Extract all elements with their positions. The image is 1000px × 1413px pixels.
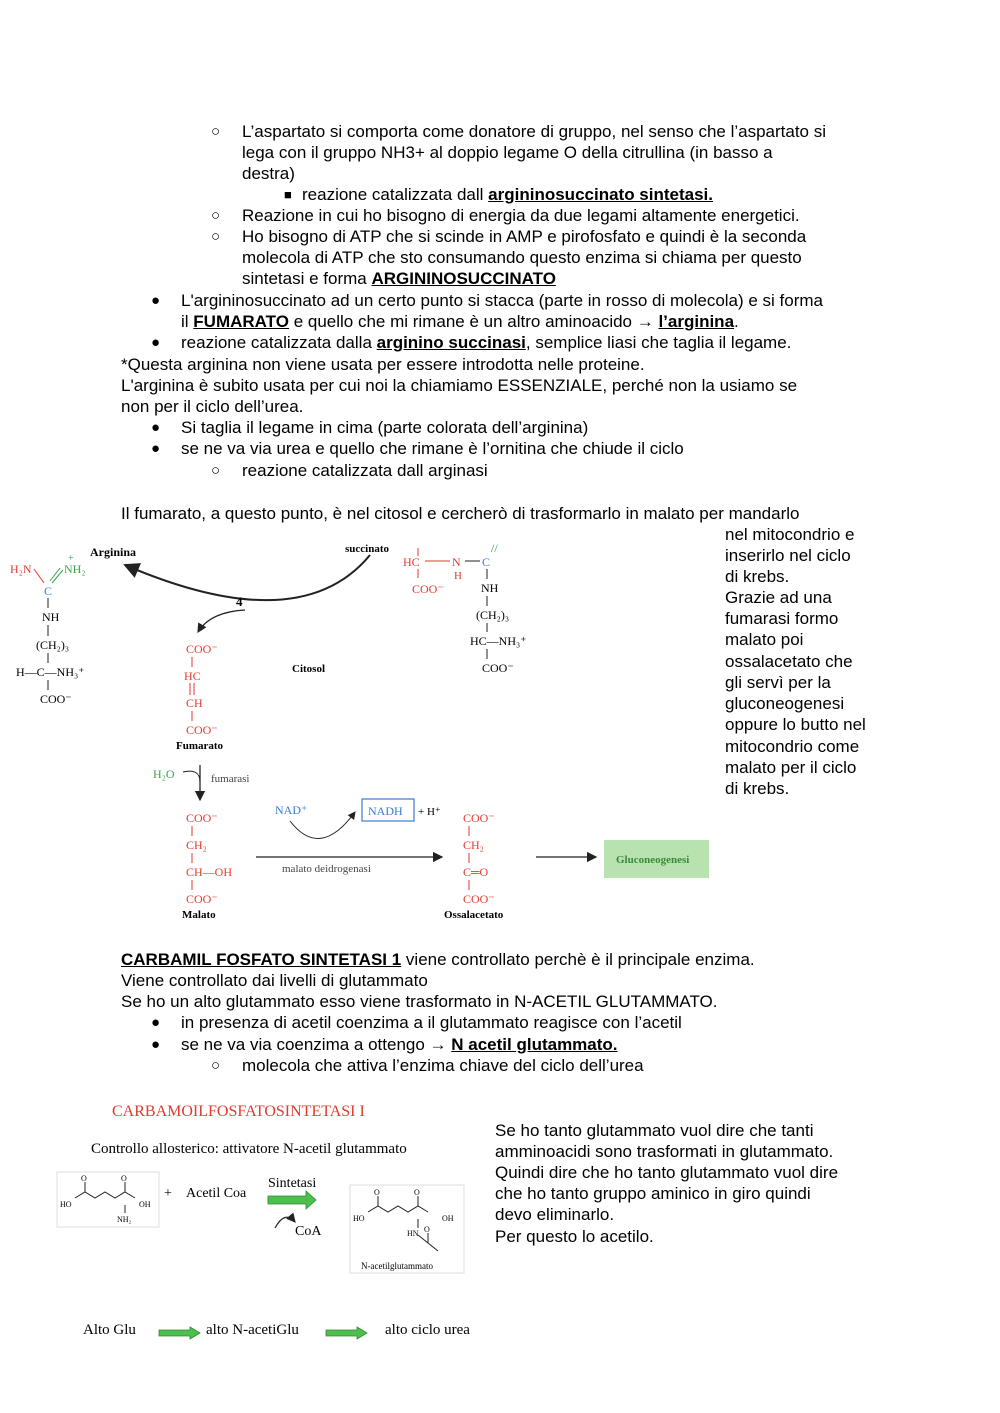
label-nad: NAD⁺: [275, 803, 308, 817]
text-span: reazione catalizzata dalla: [181, 333, 377, 352]
atom-ho: HO: [353, 1214, 365, 1223]
side-line: malato per il ciclo: [725, 758, 857, 777]
side-line: gluconeogenesi: [725, 694, 845, 713]
bullet-open: ○: [211, 123, 221, 140]
label-fumarato: Fumarato: [176, 740, 224, 752]
atom-o: O: [374, 1188, 380, 1197]
label-malato: Malato: [182, 909, 216, 921]
label-gluconeogenesi: Gluconeogenesi: [616, 854, 690, 866]
product-name: l’arginina: [658, 312, 735, 331]
side-line: di krebs.: [725, 779, 790, 798]
label-coo: COO⁻: [412, 582, 444, 596]
text-line: L’aspartato si comporta come donatore di gruppo, nel senso che l’aspartato si: [242, 122, 827, 141]
label-ch2-3: (CH₂)₃: [36, 638, 70, 652]
bullet-square: ■: [284, 187, 292, 202]
bullet-open: ○: [211, 228, 221, 245]
bullet-open: ○: [211, 207, 221, 224]
fig2-subtitle: Controllo allosterico: attivatore N-acetil glutammato: [91, 1141, 407, 1157]
text-line: in presenza di acetil coenzima a il glutammato reagisce con l’acetil: [181, 1013, 682, 1032]
atom-nh2: NH₂: [117, 1215, 132, 1224]
text-line: L'arginina è subito usata per cui noi la chiamiamo ESSENZIALE, perché non la usiamo se: [121, 376, 798, 395]
atom-o: O: [121, 1174, 127, 1183]
pathway-figure: [0, 535, 720, 930]
label-c: C: [44, 584, 53, 598]
side-line: mitocondrio come: [725, 737, 860, 756]
text-line: [181, 332, 791, 353]
text-span: se ne va via coenzima a ottengo →: [181, 1035, 452, 1054]
text-line: *Questa arginina non viene usata per essere introdotta nelle proteine.: [121, 355, 645, 374]
atom-oh: OH: [139, 1200, 151, 1209]
label-h2o: H₂O: [153, 767, 175, 781]
label-plus: +: [68, 553, 74, 564]
right-line: Per questo lo acetilo.: [495, 1227, 654, 1246]
label-ch: CH: [186, 696, 203, 710]
atom-o: O: [424, 1225, 430, 1234]
label-succinato: succinato: [345, 543, 389, 555]
label-ch2: CH₂: [186, 838, 207, 852]
product-name: N acetil glutammato.: [451, 1035, 618, 1054]
side-line: ossalacetato che: [725, 652, 853, 671]
text-line: [181, 1034, 618, 1055]
text-line: lega con il gruppo NH3+ al doppio legame O della citrullina (in basso a: [242, 143, 773, 162]
right-line: amminoacidi sono trasformati in glutammato.: [495, 1142, 834, 1161]
bullet-filled: ●: [151, 334, 161, 351]
bullet-filled: ●: [151, 440, 161, 457]
green-arrow-icon: [268, 1191, 316, 1209]
enzyme-name: arginino succinasi: [376, 333, 526, 352]
atom-ho: HO: [60, 1200, 72, 1209]
label-hc: HC: [403, 555, 420, 569]
label-c-o: C═O: [463, 865, 489, 879]
label-malato-deidrogenasi: malato deidrogenasi: [282, 863, 371, 875]
bullet-open: ○: [211, 462, 221, 479]
green-arrow-icon: [325, 1326, 369, 1340]
flow-step: alto ciclo urea: [385, 1322, 470, 1338]
label-coo: COO⁻: [40, 692, 72, 706]
label-hplus: + H⁺: [418, 806, 441, 818]
side-line: fumarasi formo: [725, 609, 839, 628]
label-ossalacetato: Ossalacetato: [444, 909, 504, 921]
text-line: Si taglia il legame in cima (parte colorata dell’arginina): [181, 418, 589, 437]
label-nh: NH: [481, 581, 499, 595]
label-coo: COO⁻: [463, 811, 495, 825]
label-nh: NH: [42, 610, 60, 624]
branch-arrow: [198, 610, 245, 632]
right-line: che ho tanto gruppo aminico in giro quindi: [495, 1184, 811, 1203]
label-coo: COO⁻: [186, 723, 218, 737]
product-name: ARGININOSUCCINATO: [371, 269, 556, 288]
label-n: N: [452, 555, 461, 569]
atom-hn: HN: [407, 1229, 419, 1238]
text-line: Viene controllato dai livelli di glutammato: [121, 971, 428, 990]
fumarate-structure: [184, 642, 218, 737]
bullet-filled: ●: [151, 419, 161, 436]
bullet-filled: ●: [151, 292, 161, 309]
label-acetil: Acetil Coa: [186, 1186, 247, 1201]
nag-figure: [55, 1165, 470, 1280]
label-nadh: NADH: [368, 804, 403, 818]
plus-sign: +: [164, 1186, 172, 1201]
argininosuccinate-structure: [403, 541, 527, 675]
enzyme-name: argininosuccinato sintetasi.: [488, 185, 713, 204]
text-line: Reazione in cui ho bisogno di energia da due legami altamente energetici.: [242, 206, 800, 225]
right-line: Se ho tanto glutammato vuol dire che tanti: [495, 1121, 814, 1140]
text-line: [121, 949, 755, 970]
label-sintetasi: Sintetasi: [268, 1176, 317, 1191]
product-name: FUMARATO: [193, 312, 289, 331]
text-line: molecola che attiva l’enzima chiave del ciclo dell’urea: [242, 1056, 644, 1075]
label-coo: COO⁻: [482, 661, 514, 675]
side-line: inserirlo nel ciclo: [725, 546, 851, 565]
label-ch2: CH₂: [463, 838, 484, 852]
text-span: viene controllato perchè è il principale enzima.: [401, 950, 755, 969]
label-coo: COO⁻: [186, 892, 218, 906]
text-line: Il fumarato, a questo punto, è nel citosol e cercherò di trasformarlo in malato per mandarlo: [121, 504, 800, 523]
label-h2n: H₂N: [10, 562, 32, 576]
label-h: H: [454, 570, 462, 582]
text-line: se ne va via urea e quello che rimane è l’ornitina che chiude il ciclo: [181, 439, 684, 458]
label-ch-oh: CH—OH: [186, 865, 233, 879]
side-line: di krebs.: [725, 567, 790, 586]
atom-o: O: [414, 1188, 420, 1197]
label-ch2-3: (CH₂)₃: [476, 608, 510, 622]
right-line: Quindi dire che ho tanto glutammato vuol dire: [495, 1163, 839, 1182]
text-span: sintetasi e forma: [242, 269, 372, 288]
bullet-filled: ●: [151, 1036, 161, 1053]
enzyme-name: CARBAMIL FOSFATO SINTETASI 1: [121, 950, 402, 969]
label-double-bond: //: [491, 541, 498, 555]
label-fumarasi: fumarasi: [211, 773, 250, 785]
right-line: devo eliminarlo.: [495, 1205, 615, 1224]
text-line: [242, 268, 556, 289]
green-arrow-icon: [158, 1326, 202, 1340]
label-hc: HC: [184, 669, 201, 683]
side-line: gli servì per la: [725, 673, 831, 692]
label-coo: COO⁻: [186, 811, 218, 825]
label-product: N-acetilglutammato: [361, 1261, 433, 1271]
side-line: nel mitocondrio e: [725, 525, 855, 544]
label-coo: COO⁻: [186, 642, 218, 656]
label-hc-nh3: HC—NH₃⁺: [470, 634, 527, 648]
label-coo: COO⁻: [463, 892, 495, 906]
atom-o: O: [81, 1174, 87, 1183]
text-line: Ho bisogno di ATP che si scinde in AMP e pirofosfato e quindi è la seconda: [242, 227, 807, 246]
text-span: , semplice liasi che taglia il legame.: [525, 333, 792, 352]
text-span: .: [734, 312, 739, 331]
bullet-filled: ●: [151, 1014, 161, 1031]
text-line: destra): [242, 164, 295, 183]
arginine-structure: [10, 553, 86, 706]
side-line: malato poi: [725, 630, 804, 649]
step-number: 4: [236, 594, 243, 609]
label-hc-nh3: H—C—NH₃⁺: [16, 665, 85, 679]
label-coa: CoA: [295, 1224, 322, 1239]
flow-step: Alto Glu: [83, 1322, 136, 1338]
text-span: il: [181, 312, 194, 331]
text-span: e quello che mi rimane è un altro aminoacido →: [288, 312, 659, 331]
flow-step: alto N-acetiGlu: [206, 1322, 299, 1338]
oxaloacetate-structure: [463, 811, 495, 906]
text-line: non per il ciclo dell’urea.: [121, 397, 304, 416]
side-line: Grazie ad una: [725, 588, 832, 607]
text-line: reazione catalizzata dall arginasi: [242, 461, 488, 480]
bullet-open: ○: [211, 1057, 221, 1074]
text-line: Se ho un alto glutammato esso viene trasformato in N-ACETIL GLUTAMMATO.: [121, 992, 718, 1011]
malate-structure: [186, 811, 232, 906]
label-citosol: Citosol: [292, 663, 325, 675]
text-line: L'argininosuccinato ad un certo punto si stacca (parte in rosso di molecola) e si forma: [181, 291, 824, 310]
label-c: C: [482, 555, 491, 569]
label-arginina: Arginina: [90, 545, 137, 559]
text-line: [181, 311, 739, 332]
text-line: [302, 184, 713, 205]
text-line: molecola di ATP che sto consumando questo enzima si chiama per questo: [242, 248, 802, 267]
text-span: reazione catalizzata dall: [302, 185, 489, 204]
side-line: oppure lo butto nel: [725, 715, 866, 734]
reaction-arrow: [125, 555, 370, 600]
atom-oh: OH: [442, 1214, 454, 1223]
label-nh2: NH₂: [64, 562, 86, 576]
fig2-title: CARBAMOILFOSFATOSINTETASI I: [112, 1103, 365, 1120]
